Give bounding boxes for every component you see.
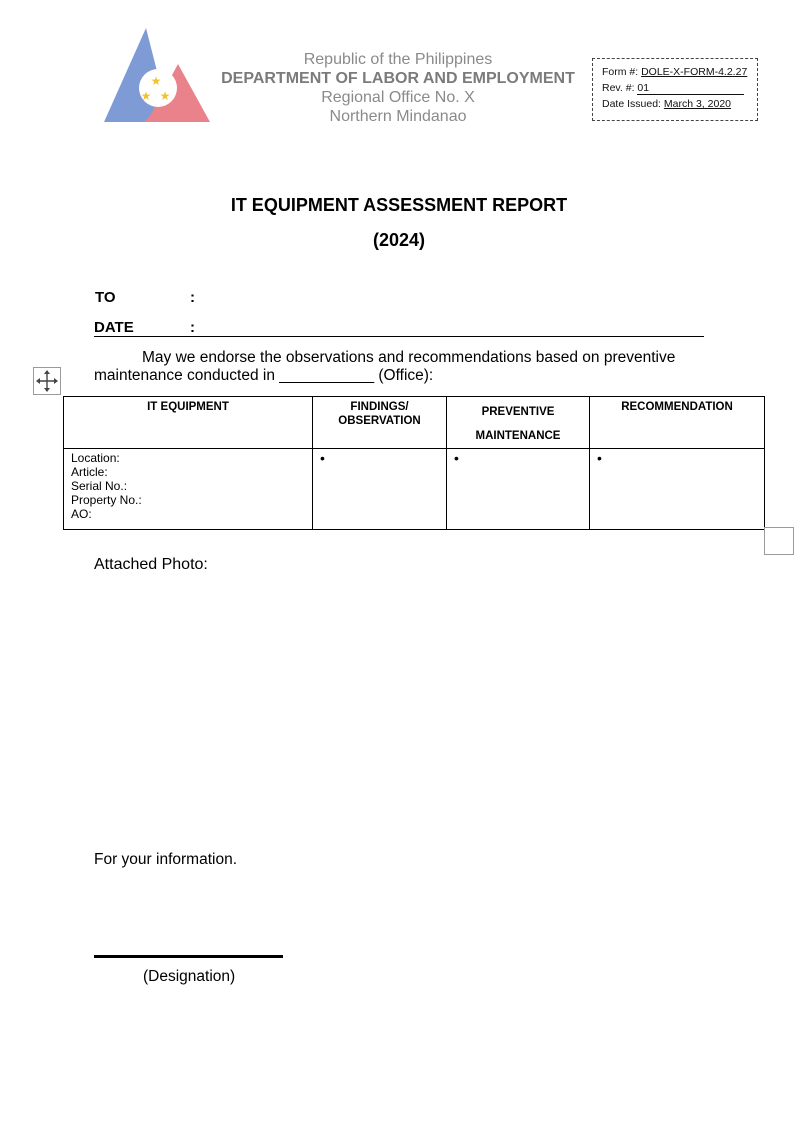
agency-line-republic: Republic of the Philippines bbox=[303, 51, 493, 68]
table-row bbox=[64, 449, 765, 530]
form-info-box bbox=[592, 58, 758, 121]
report-year: (2024) bbox=[372, 230, 426, 250]
svg-text:★: ★ bbox=[159, 89, 171, 103]
table-resize-handle-icon[interactable] bbox=[764, 527, 794, 555]
closing-text: For your information. bbox=[94, 851, 237, 868]
table-header-row bbox=[64, 397, 765, 449]
designation-label: (Designation) bbox=[143, 968, 236, 985]
field-article: Article: bbox=[71, 465, 108, 479]
rev-number-label: Rev. #: bbox=[602, 82, 635, 94]
table-move-handle-icon[interactable] bbox=[33, 367, 61, 395]
field-location: Location: bbox=[71, 451, 120, 465]
agency-line-department: DEPARTMENT OF LABOR AND EMPLOYMENT bbox=[221, 70, 575, 87]
recommendation-bullet: • bbox=[597, 450, 602, 466]
agency-line-regional-office: Regional Office No. X bbox=[321, 89, 475, 106]
equipment-details-cell[interactable] bbox=[64, 449, 313, 530]
header-recommendation: RECOMMENDATION bbox=[590, 397, 765, 449]
svg-text:★: ★ bbox=[140, 89, 152, 103]
field-property-no: Property No.: bbox=[71, 493, 142, 507]
field-serial-no: Serial No.: bbox=[71, 479, 128, 493]
date-issued-label: Date Issued: bbox=[602, 98, 661, 110]
agency-heading bbox=[210, 50, 586, 126]
date-issued-value: March 3, 2020 bbox=[663, 98, 731, 110]
recommendation-cell[interactable] bbox=[590, 449, 765, 530]
field-ao: AO: bbox=[71, 507, 92, 521]
endorsement-line-2: maintenance conducted in ___________ (Office): bbox=[94, 367, 434, 384]
signature-line bbox=[94, 955, 283, 958]
findings-bullet: • bbox=[320, 450, 325, 466]
attached-photo-label: Attached Photo: bbox=[94, 556, 208, 573]
header-it-equipment: IT EQUIPMENT bbox=[64, 397, 313, 449]
to-label: TO bbox=[95, 289, 116, 306]
date-underline bbox=[94, 336, 704, 337]
report-title: IT EQUIPMENT ASSESSMENT REPORT bbox=[230, 195, 568, 215]
dole-logo bbox=[100, 26, 214, 124]
preventive-maintenance-cell[interactable] bbox=[447, 449, 590, 530]
endorsement-line-1: May we endorse the observations and recommendations based on preventive bbox=[142, 349, 676, 366]
header-preventive-maintenance: PREVENTIVE MAINTENANCE bbox=[447, 397, 590, 449]
findings-cell[interactable] bbox=[313, 449, 447, 530]
agency-line-region: Northern Mindanao bbox=[329, 108, 467, 125]
to-colon: : bbox=[190, 289, 195, 306]
equipment-table bbox=[63, 396, 765, 530]
date-colon: : bbox=[190, 319, 195, 336]
rev-number-value: 01 bbox=[637, 82, 744, 95]
preventive-bullet: • bbox=[454, 450, 459, 466]
svg-text:★: ★ bbox=[150, 74, 162, 88]
date-label: DATE bbox=[94, 319, 134, 336]
form-number-value: DOLE-X-FORM-4.2.27 bbox=[641, 66, 748, 78]
form-number-label: Form #: bbox=[602, 66, 639, 78]
header-findings: FINDINGS/ OBSERVATION bbox=[313, 397, 447, 449]
endorsement-paragraph bbox=[94, 349, 714, 385]
